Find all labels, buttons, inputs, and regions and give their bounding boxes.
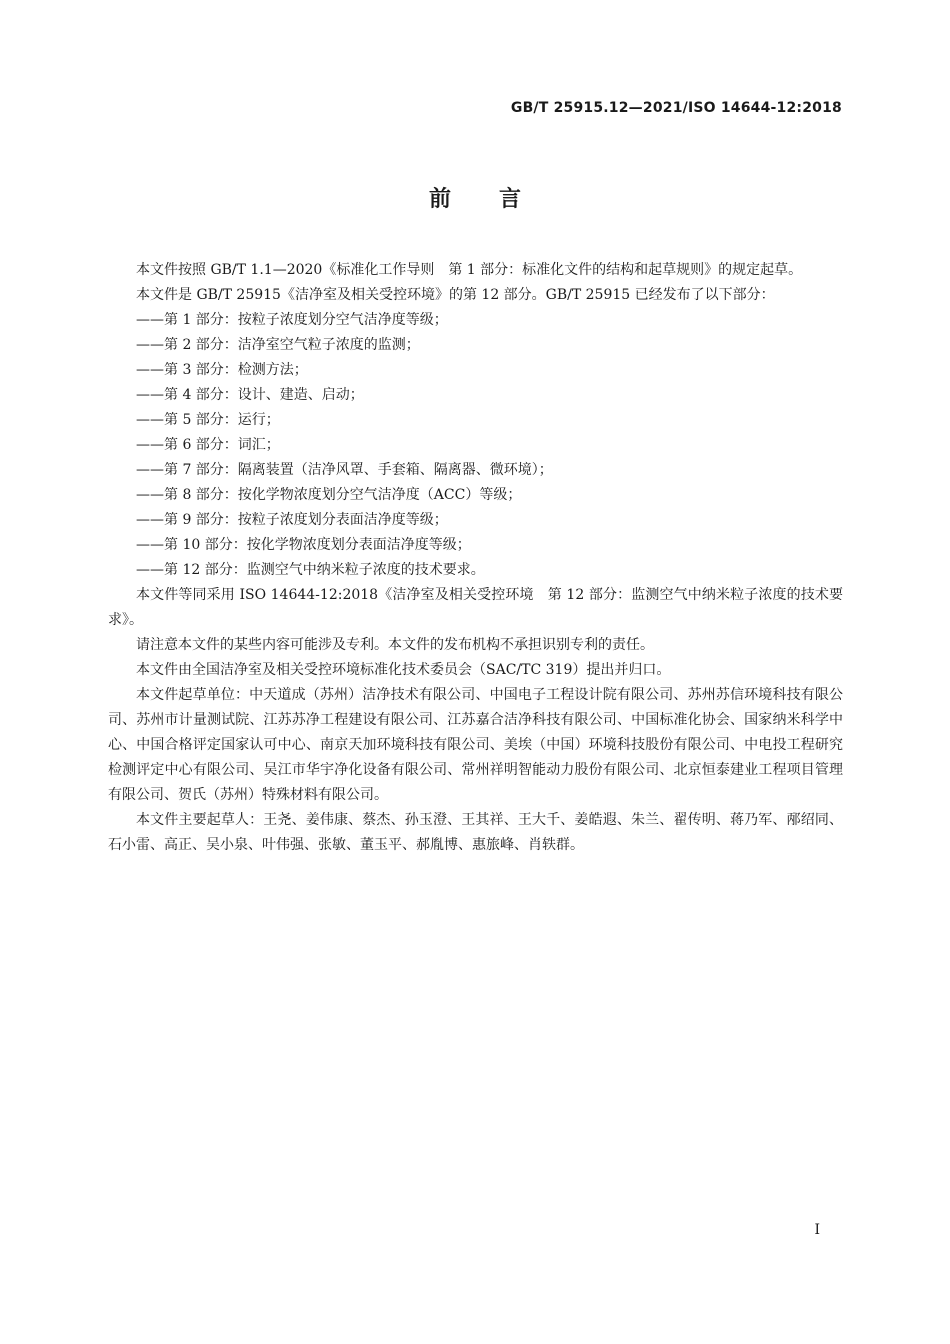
paragraph-patent-notice: 请注意本文件的某些内容可能涉及专利。本文件的发布机构不承担识别专利的责任。	[136, 637, 654, 653]
list-item: ——第 4 部分：设计、建造、启动；	[136, 387, 364, 403]
list-item: ——第 9 部分：按粒子浓度划分表面洁净度等级；	[136, 512, 448, 528]
page-number: I	[814, 1222, 820, 1238]
list-item: ——第 6 部分：词汇；	[136, 437, 280, 453]
paragraph-adoption: 本文件等同采用 ISO 14644-12:2018《洁净室及相关受控环境 第 12 部分：监测空气中纳米粒子浓度的技术要求》。	[108, 587, 843, 628]
list-item: ——第 10 部分：按化学物浓度划分表面洁净度等级；	[136, 537, 471, 553]
standard-code-header: GB/T 25915.12—2021/ISO 14644-12:2018	[510, 100, 842, 116]
paragraph-drafting-units: 本文件起草单位：中天道成（苏州）洁净技术有限公司、中国电子工程设计院有限公司、苏州苏信环境科技有限公司、苏州市计量测试院、江苏苏净工程建设有限公司、江苏嘉合洁净科技有限公司、中国标准化协会、国家纳米科学中心、中国合格评定国家认可中心、南京天加环境科技有限公司、美埃（中国）环境科技股份有限公司、中电投工程研究检测评定中心有限公司、吴江市华宇净化设备有限公司、常州祥明智能动力股份有限公司、北京恒泰建业工程项目管理有限公司、贺氏（苏州）特殊材料有限公司。	[108, 687, 843, 803]
section-title: 前言	[428, 187, 569, 212]
preface-body	[108, 258, 843, 858]
paragraph-series-intro: 本文件是 GB/T 25915《洁净室及相关受控环境》的第 12 部分。GB/T 25915 已经发布了以下部分：	[136, 287, 775, 303]
list-item: ——第 12 部分：监测空气中纳米粒子浓度的技术要求。	[136, 562, 485, 578]
list-item: ——第 2 部分：洁净室空气粒子浓度的监测；	[136, 337, 420, 353]
list-item: ——第 1 部分：按粒子浓度划分空气洁净度等级；	[136, 312, 448, 328]
parts-list	[108, 308, 843, 583]
paragraph-proposer: 本文件由全国洁净室及相关受控环境标准化技术委员会（SAC/TC 319）提出并归口。	[136, 662, 671, 678]
paragraph-drafting-rule: 本文件按照 GB/T 1.1—2020《标准化工作导则 第 1 部分：标准化文件的结构和起草规则》的规定起草。	[136, 262, 803, 278]
list-item: ——第 8 部分：按化学物浓度划分空气洁净度（ACC）等级；	[136, 487, 522, 503]
list-item: ——第 5 部分：运行；	[136, 412, 280, 428]
list-item: ——第 7 部分：隔离装置（洁净风罩、手套箱、隔离器、微环境）；	[136, 462, 553, 478]
list-item: ——第 3 部分：检测方法；	[136, 362, 308, 378]
paragraph-drafters: 本文件主要起草人：王尧、姜伟康、蔡杰、孙玉澄、王其祥、王大千、姜皓遐、朱兰、翟传明、蒋乃军、邴绍同、石小雷、高正、吴小泉、叶伟强、张敏、董玉平、郝胤博、惠旅峰、肖轶群。	[108, 812, 843, 853]
